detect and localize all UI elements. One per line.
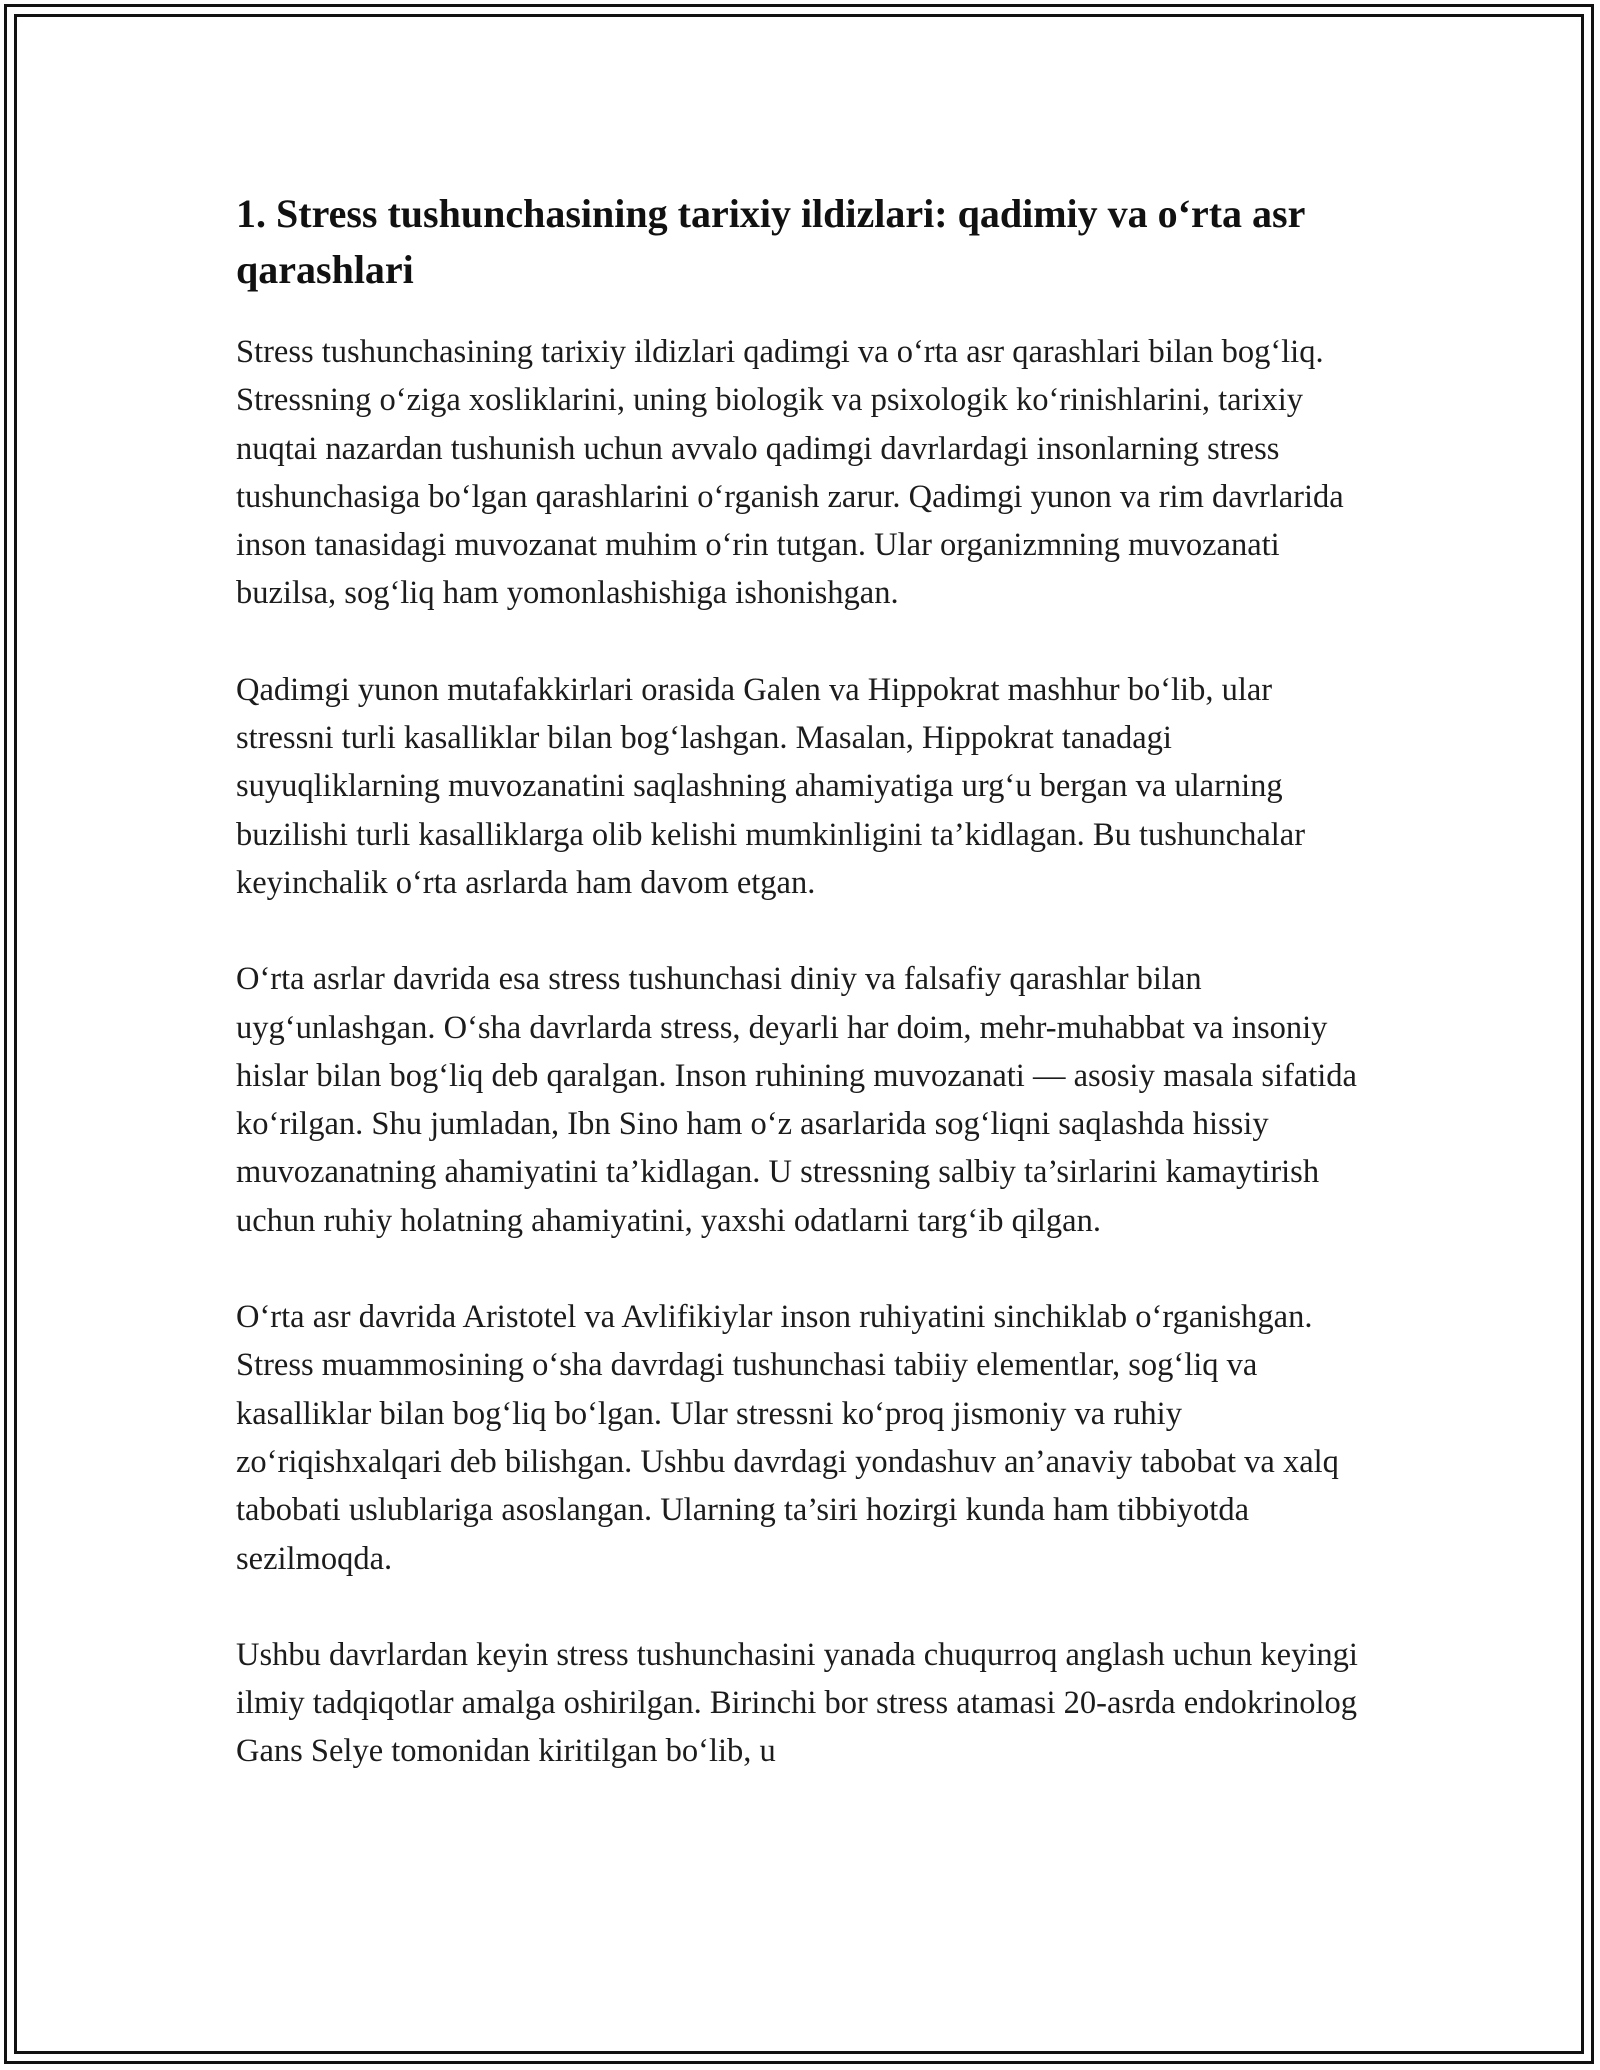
section-heading: 1. Stress tushunchasining tarixiy ildizlari: qadimiy va o‘rta asr qarashlari	[236, 191, 1305, 292]
paragraph-3: O‘rta asrlar davrida esa stress tushunchasi diniy va falsafiy qarashlar bilan uyg‘unlashgan. O‘sha davrlarda stress, deyarli har doim, mehr-muhabbat va insoniy hislar bilan bog‘liq deb qaralgan. Inson ruhining muvozanati — asosiy masala sifatida ko‘rilgan. Shu jumladan, Ibn Sino ham o‘z asarlarida sog‘liqni saqlashda hissiy muvozanatning ahamiyatini ta’kidlagan. U stressning salbiy ta’sirlarini kamaytirish uchun ruhiy holatning ahamiyatini, yaxshi odatlarni targ‘ib qilgan.	[236, 961, 1357, 1239]
paragraph-1: Stress tushunchasining tarixiy ildizlari qadimgi va o‘rta asr qarashlari bilan bog‘liq. Stressning o‘ziga xosliklarini, uning biologik va psixologik ko‘rinishlarini, tarixiy nuqtai nazardan tushunish uchun avvalo qadimgi davrlardagi insonlarning stress tushunchasiga bo‘lgan qarashlarini o‘rganish zarur. Qadimgi yunon va rim davrlarida inson tanasidagi muvozanat muhim o‘rin tutgan. Ular organizmning muvozanati buzilsa, sog‘liq ham yomonlashishiga ishonishgan.	[236, 334, 1344, 612]
paragraph-2: Qadimgi yunon mutafakkirlari orasida Galen va Hippokrat mashhur bo‘lib, ular stressni turli kasalliklar bilan bog‘lashgan. Masalan, Hippokrat tanadagi suyuqliklarning muvozanatini saqlashning ahamiyatiga urg‘u bergan va ularning buzilishi turli kasalliklarga olib kelishi mumkinligini ta’kidlagan. Bu tushunchalar keyinchalik o‘rta asrlarda ham davom etgan.	[236, 671, 1306, 901]
paragraph-5: Ushbu davrlardan keyin stress tushunchasini yanada chuqurroq anglash uchun keyingi ilmiy tadqiqotlar amalga oshirilgan. Birinchi bor stress atamasi 20-asrda endokrinolog Gans Selye tomonidan kiritilgan bo‘lib, u	[236, 1636, 1358, 1770]
paragraph-4: O‘rta asr davrida Aristotel va Avlifikiylar inson ruhiyatini sinchiklab o‘rganishgan. Stress muammosining o‘sha davrdagi tushunchasi tabiiy elementlar, sog‘liq va kasalliklar bilan bog‘liq bo‘lgan. Ular stressni ko‘proq jismoniy va ruhiy zo‘riqishxalqari deb bilishgan. Ushbu davrdagi yondashuv an’anaviy tabobat va xalq tabobati uslublariga asoslangan. Ularning ta’siri hozirgi kunda ham tibbiyotda sezilmoqda.	[236, 1299, 1339, 1577]
document-body	[236, 186, 1366, 1776]
